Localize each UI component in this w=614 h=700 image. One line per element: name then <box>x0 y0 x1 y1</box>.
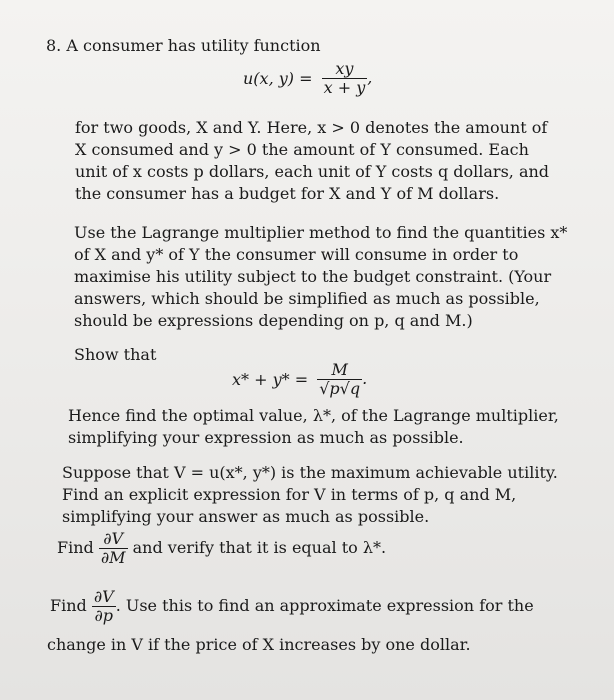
text-line: for two goods, X and Y. Here, x > 0 denotes the amount of <box>75 118 548 137</box>
utility-equation <box>243 60 372 97</box>
dv-dp-fraction <box>92 588 116 625</box>
find-dv-dp-text: . Use this to find an approximate expression for the <box>115 596 534 615</box>
find-label: Find <box>50 596 87 615</box>
find-dv-dp-line2: change in V if the price of X increases by one dollar. <box>47 635 471 654</box>
text-line: simplifying your expression as much as possible. <box>68 428 464 447</box>
text-line: simplifying your answer as much as possible. <box>62 507 430 526</box>
text-line: Use the Lagrange multiplier method to find the quantities x* <box>74 223 568 242</box>
utility-fraction <box>322 60 368 97</box>
dv-numerator: ∂V <box>93 587 114 606</box>
text-line: the consumer has a budget for X and Y of M dollars. <box>75 184 500 203</box>
sum-lhs: x* + y* = <box>232 370 309 389</box>
utility-tail: , <box>367 68 373 87</box>
text-line: Find an explicit expression for V in terms of p, q and M, <box>62 485 517 504</box>
text-line: of X and y* of Y the consumer will consume in order to <box>74 245 519 264</box>
sum-equation <box>232 361 367 398</box>
dp-denominator: ∂p <box>92 606 116 625</box>
dv-numerator: ∂V <box>103 529 124 548</box>
question-intro: A consumer has utility function <box>66 36 321 55</box>
text-line: should be expressions depending on p, q and M.) <box>74 311 473 330</box>
question-number: 8. <box>46 36 62 55</box>
text-line: Hence find the optimal value, λ*, of the Lagrange multiplier, <box>68 406 559 425</box>
utility-lhs: u(x, y) = <box>243 69 313 88</box>
show-that-label: Show that <box>74 345 157 364</box>
find-dv-dm-text: and verify that it is equal to λ*. <box>132 538 387 557</box>
dm-denominator: ∂M <box>100 548 126 567</box>
text-line: X consumed and y > 0 the amount of Y consumed. Each <box>75 140 529 159</box>
text-line: maximise his utility subject to the budget constraint. (Your <box>74 267 552 286</box>
text-line: Suppose that V = u(x*, y*) is the maximum achievable utility. <box>62 463 558 482</box>
paragraph-lagrange <box>74 222 567 332</box>
paragraph-goods <box>75 117 549 205</box>
sum-fraction <box>317 361 362 398</box>
sum-denominator: √p√q <box>319 379 361 398</box>
sum-numerator: M <box>331 360 348 379</box>
text-line: answers, which should be simplified as much as possible, <box>74 289 540 308</box>
question-heading <box>46 35 321 57</box>
text-line: unit of x costs p dollars, each unit of Y costs q dollars, and <box>75 162 550 181</box>
find-dv-dm <box>57 530 386 567</box>
find-dv-dp <box>50 588 534 625</box>
paragraph-max-utility <box>62 462 558 528</box>
paragraph-multiplier <box>68 405 559 449</box>
utility-numerator: xy <box>335 59 354 78</box>
dv-dm-fraction <box>99 530 128 567</box>
sum-tail: . <box>362 369 368 388</box>
find-label: Find <box>57 538 94 557</box>
utility-denominator: x + y <box>323 78 366 97</box>
